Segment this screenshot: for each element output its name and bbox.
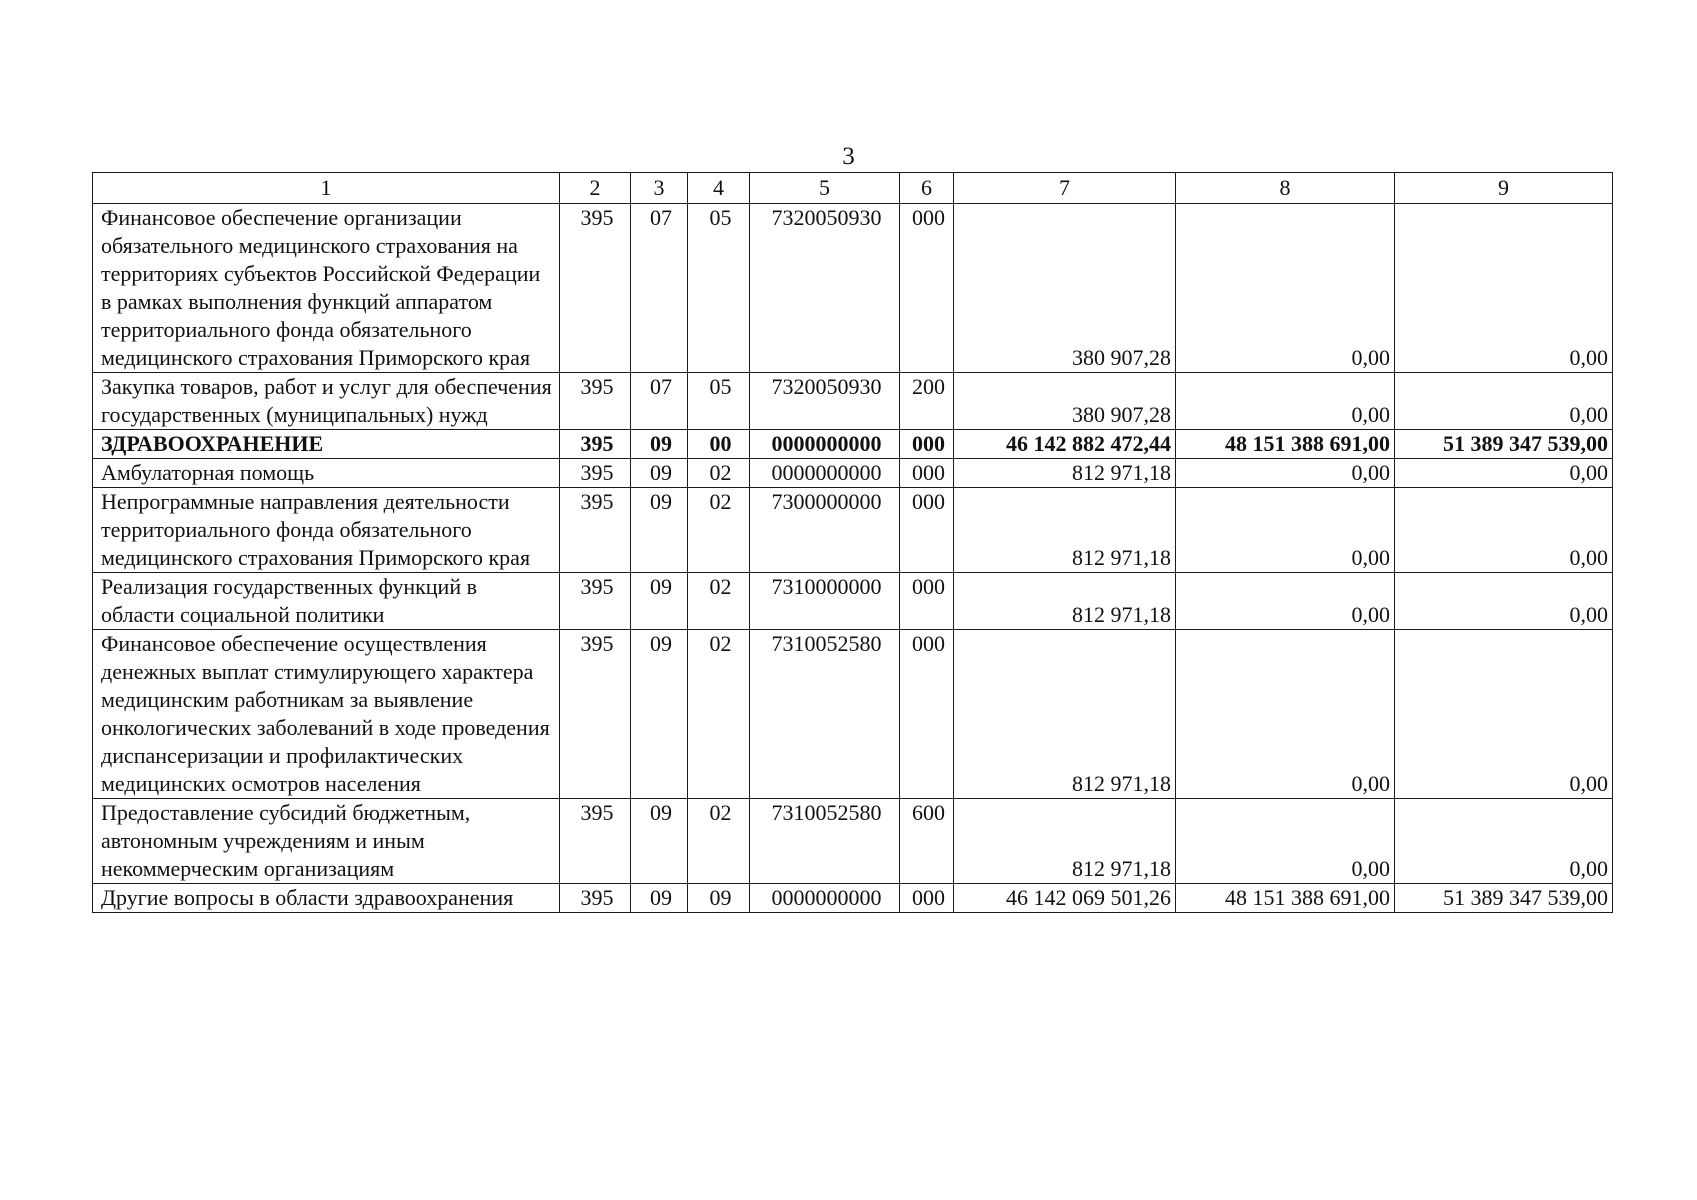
code-section: 09 bbox=[631, 430, 688, 459]
table-row bbox=[93, 459, 1613, 488]
code-admin: 395 bbox=[560, 459, 631, 488]
code-target-article: 0000000000 bbox=[750, 430, 900, 459]
amount-col8: 0,00 bbox=[1176, 799, 1395, 884]
code-expense-type: 000 bbox=[900, 884, 954, 913]
code-admin: 395 bbox=[560, 430, 631, 459]
amount-col9: 51 389 347 539,00 bbox=[1395, 430, 1613, 459]
code-section: 09 bbox=[631, 884, 688, 913]
row-name: ЗДРАВООХРАНЕНИЕ bbox=[93, 430, 560, 459]
row-name: Финансовое обеспечение организации обязательного медицинского страхования на территориях субъектов Российской Федерации в рамках выполнения функций аппаратом территориального фонда обязательного медицинского страхования Приморского края bbox=[93, 204, 560, 373]
code-target-article: 7310000000 bbox=[750, 573, 900, 630]
amount-col8: 0,00 bbox=[1176, 488, 1395, 573]
amount-col7: 380 907,28 bbox=[954, 204, 1176, 373]
code-expense-type: 000 bbox=[900, 430, 954, 459]
table-row bbox=[93, 204, 1613, 373]
row-name: Реализация государственных функций в области социальной политики bbox=[93, 573, 560, 630]
table-body bbox=[93, 204, 1613, 913]
code-admin: 395 bbox=[560, 884, 631, 913]
amount-col9: 0,00 bbox=[1395, 488, 1613, 573]
amount-col9: 0,00 bbox=[1395, 799, 1613, 884]
table-row bbox=[93, 573, 1613, 630]
column-header: 8 bbox=[1176, 173, 1395, 204]
code-expense-type: 000 bbox=[900, 204, 954, 373]
amount-col8: 0,00 bbox=[1176, 573, 1395, 630]
code-subsection: 02 bbox=[688, 488, 750, 573]
code-subsection: 00 bbox=[688, 430, 750, 459]
code-target-article: 7320050930 bbox=[750, 204, 900, 373]
budget-table bbox=[92, 172, 1613, 913]
column-header: 7 bbox=[954, 173, 1176, 204]
table-row bbox=[93, 488, 1613, 573]
amount-col9: 0,00 bbox=[1395, 373, 1613, 430]
code-section: 09 bbox=[631, 488, 688, 573]
code-expense-type: 000 bbox=[900, 630, 954, 799]
code-expense-type: 000 bbox=[900, 573, 954, 630]
code-target-article: 0000000000 bbox=[750, 884, 900, 913]
code-admin: 395 bbox=[560, 373, 631, 430]
code-target-article: 7310052580 bbox=[750, 799, 900, 884]
amount-col8: 0,00 bbox=[1176, 204, 1395, 373]
code-target-article: 7310052580 bbox=[750, 630, 900, 799]
amount-col8: 0,00 bbox=[1176, 630, 1395, 799]
row-name: Другие вопросы в области здравоохранения bbox=[93, 884, 560, 913]
column-header: 3 bbox=[631, 173, 688, 204]
code-target-article: 7320050930 bbox=[750, 373, 900, 430]
amount-col8: 48 151 388 691,00 bbox=[1176, 430, 1395, 459]
amount-col9: 0,00 bbox=[1395, 459, 1613, 488]
code-admin: 395 bbox=[560, 630, 631, 799]
amount-col7: 380 907,28 bbox=[954, 373, 1176, 430]
code-section: 07 bbox=[631, 373, 688, 430]
page-number: 3 bbox=[842, 143, 855, 170]
amount-col9: 0,00 bbox=[1395, 204, 1613, 373]
amount-col8: 0,00 bbox=[1176, 373, 1395, 430]
column-header: 6 bbox=[900, 173, 954, 204]
row-name: Амбулаторная помощь bbox=[93, 459, 560, 488]
row-name: Финансовое обеспечение осуществления денежных выплат стимулирующего характера медицинским работникам за выявление онкологических заболеваний в ходе проведения диспансеризации и профилактических медицинских осмотров населения bbox=[93, 630, 560, 799]
code-section: 09 bbox=[631, 459, 688, 488]
table-row bbox=[93, 799, 1613, 884]
code-section: 07 bbox=[631, 204, 688, 373]
code-expense-type: 000 bbox=[900, 459, 954, 488]
code-admin: 395 bbox=[560, 488, 631, 573]
code-subsection: 02 bbox=[688, 630, 750, 799]
code-subsection: 02 bbox=[688, 573, 750, 630]
amount-col7: 46 142 882 472,44 bbox=[954, 430, 1176, 459]
column-header: 2 bbox=[560, 173, 631, 204]
amount-col7: 812 971,18 bbox=[954, 573, 1176, 630]
column-header: 1 bbox=[93, 173, 560, 204]
code-expense-type: 000 bbox=[900, 488, 954, 573]
amount-col7: 812 971,18 bbox=[954, 799, 1176, 884]
code-section: 09 bbox=[631, 630, 688, 799]
amount-col8: 48 151 388 691,00 bbox=[1176, 884, 1395, 913]
code-subsection: 02 bbox=[688, 459, 750, 488]
code-admin: 395 bbox=[560, 799, 631, 884]
column-number-row bbox=[93, 173, 1613, 204]
column-header: 4 bbox=[688, 173, 750, 204]
code-subsection: 05 bbox=[688, 373, 750, 430]
amount-col7: 812 971,18 bbox=[954, 459, 1176, 488]
row-name: Закупка товаров, работ и услуг для обеспечения государственных (муниципальных) нужд bbox=[93, 373, 560, 430]
code-subsection: 02 bbox=[688, 799, 750, 884]
amount-col9: 51 389 347 539,00 bbox=[1395, 884, 1613, 913]
table-row bbox=[93, 373, 1613, 430]
code-section: 09 bbox=[631, 799, 688, 884]
code-target-article: 0000000000 bbox=[750, 459, 900, 488]
code-admin: 395 bbox=[560, 573, 631, 630]
code-expense-type: 200 bbox=[900, 373, 954, 430]
column-header: 9 bbox=[1395, 173, 1613, 204]
code-expense-type: 600 bbox=[900, 799, 954, 884]
column-header: 5 bbox=[750, 173, 900, 204]
code-target-article: 7300000000 bbox=[750, 488, 900, 573]
row-name: Предоставление субсидий бюджетным, автономным учреждениям и иным некоммерческим организациям bbox=[93, 799, 560, 884]
table-row bbox=[93, 884, 1613, 913]
amount-col7: 46 142 069 501,26 bbox=[954, 884, 1176, 913]
amount-col7: 812 971,18 bbox=[954, 488, 1176, 573]
amount-col8: 0,00 bbox=[1176, 459, 1395, 488]
row-name: Непрограммные направления деятельности территориального фонда обязательного медицинского страхования Приморского края bbox=[93, 488, 560, 573]
amount-col9: 0,00 bbox=[1395, 630, 1613, 799]
code-section: 09 bbox=[631, 573, 688, 630]
amount-col7: 812 971,18 bbox=[954, 630, 1176, 799]
amount-col9: 0,00 bbox=[1395, 573, 1613, 630]
table-row bbox=[93, 630, 1613, 799]
table-row bbox=[93, 430, 1613, 459]
code-admin: 395 bbox=[560, 204, 631, 373]
code-subsection: 09 bbox=[688, 884, 750, 913]
code-subsection: 05 bbox=[688, 204, 750, 373]
